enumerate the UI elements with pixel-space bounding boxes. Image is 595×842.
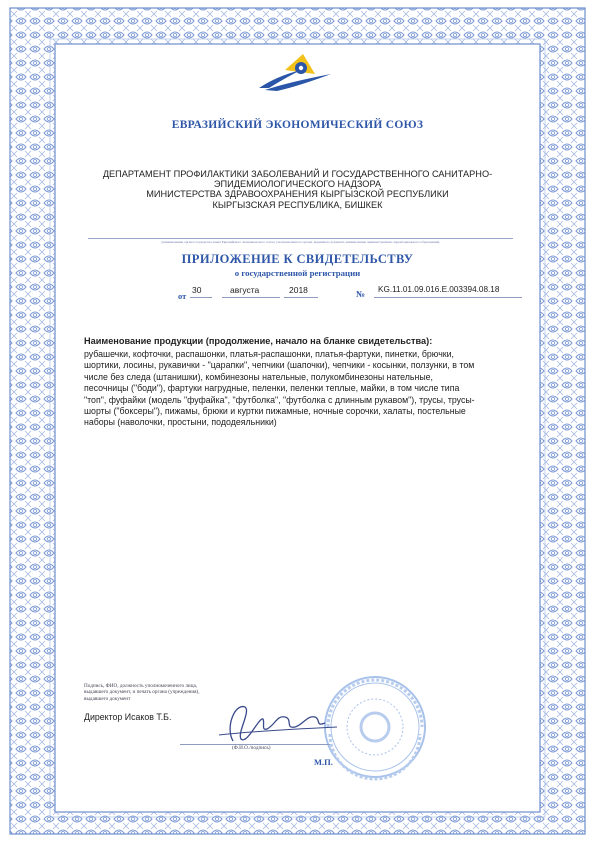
- signature-note-line: выдавшего документ: [84, 695, 131, 702]
- product-line: наборы (наволочки, простыни, пододеяльники): [84, 417, 277, 428]
- date-year: 2018: [289, 285, 308, 295]
- product-list: [84, 349, 518, 429]
- appendix-title: ПРИЛОЖЕНИЕ К СВИДЕТЕЛЬСТВУ: [181, 252, 414, 266]
- signature-note-line: выдавшего документ, и печать органа (учреждения),: [84, 689, 200, 696]
- eaeu-emblem-icon: [255, 52, 335, 92]
- date-prefix: от: [178, 291, 187, 301]
- date-day: 30: [192, 285, 202, 295]
- authority-caption: (наименование органа государства-члена Евразийского экономического союза, уполномоченного органа, выдавшего документ, наименование административно-территориального образования): [161, 240, 440, 244]
- department-header: [0, 169, 595, 210]
- department-line: МИНИСТЕРСТВА ЗДРАВООХРАНЕНИЯ КЫРГЫЗСКОЙ РЕСПУБЛИКИ: [146, 189, 449, 200]
- department-line: ДЕПАРТАМЕНТ ПРОФИЛАКТИКИ ЗАБОЛЕВАНИЙ И ГОСУДАРСТВЕННОГО САНИТАРНО-: [102, 169, 493, 179]
- month-underline: [222, 297, 280, 298]
- department-line: КЫРГЫЗСКАЯ РЕСПУБЛИКА, БИШКЕК: [212, 199, 383, 210]
- authority-rule: [88, 238, 513, 239]
- seal-label: М.П.: [314, 757, 333, 767]
- signer-name: Директор Исаков Т.Б.: [84, 712, 172, 722]
- product-line: рубашечки, кофточки, распашонки, платья-распашонки, платья-фартуки, пинетки, брючки,: [84, 349, 455, 359]
- date-month: августа: [230, 285, 260, 295]
- fio-caption: (Ф.И.О./подпись): [232, 745, 271, 751]
- number-sign: №: [356, 289, 366, 299]
- year-underline: [284, 297, 318, 298]
- regnum-underline: [374, 297, 522, 298]
- product-line: шортики, лосины, рукавички - "царапки", чепчики (шапочки), чепчики - косынки, ползунки, в том: [84, 360, 475, 371]
- department-line: ЭПИДЕМИОЛОГИЧЕСКОГО НАДЗОРА: [213, 179, 382, 190]
- handwritten-signature-icon: [215, 697, 340, 749]
- product-heading: Наименование продукции (продолжение, начало на бланке свидетельства):: [84, 336, 433, 346]
- registration-number: KG.11.01.09.016.Е.003394.08.18: [378, 285, 500, 294]
- product-line: числе без следа (штанишки), комбинезоны нательные, полукомбинезоны нательные,: [84, 371, 433, 382]
- product-line: "топ", фуфайки (модель "фуфайка", "футболка", "футболка с длинным рукавом"), трусы, трусы-: [84, 394, 475, 405]
- product-line: песочницы ("боди"), фартуки нагрудные, пеленки, пеленки теплые, майки, в том числе типа: [84, 383, 460, 394]
- union-title: ЕВРАЗИЙСКИЙ ЭКОНОМИЧЕСКИЙ СОЮЗ: [171, 119, 424, 131]
- product-line: шорты ("боксеры"), пижамы, брюки и куртки пижамные, ночные сорочки, халаты, постельные: [84, 406, 466, 417]
- day-underline: [190, 297, 212, 298]
- appendix-subtitle: о государственной регистрации: [234, 268, 361, 278]
- signature-note-line: Подпись, ФИО, должность уполномоченного лица,: [84, 683, 198, 689]
